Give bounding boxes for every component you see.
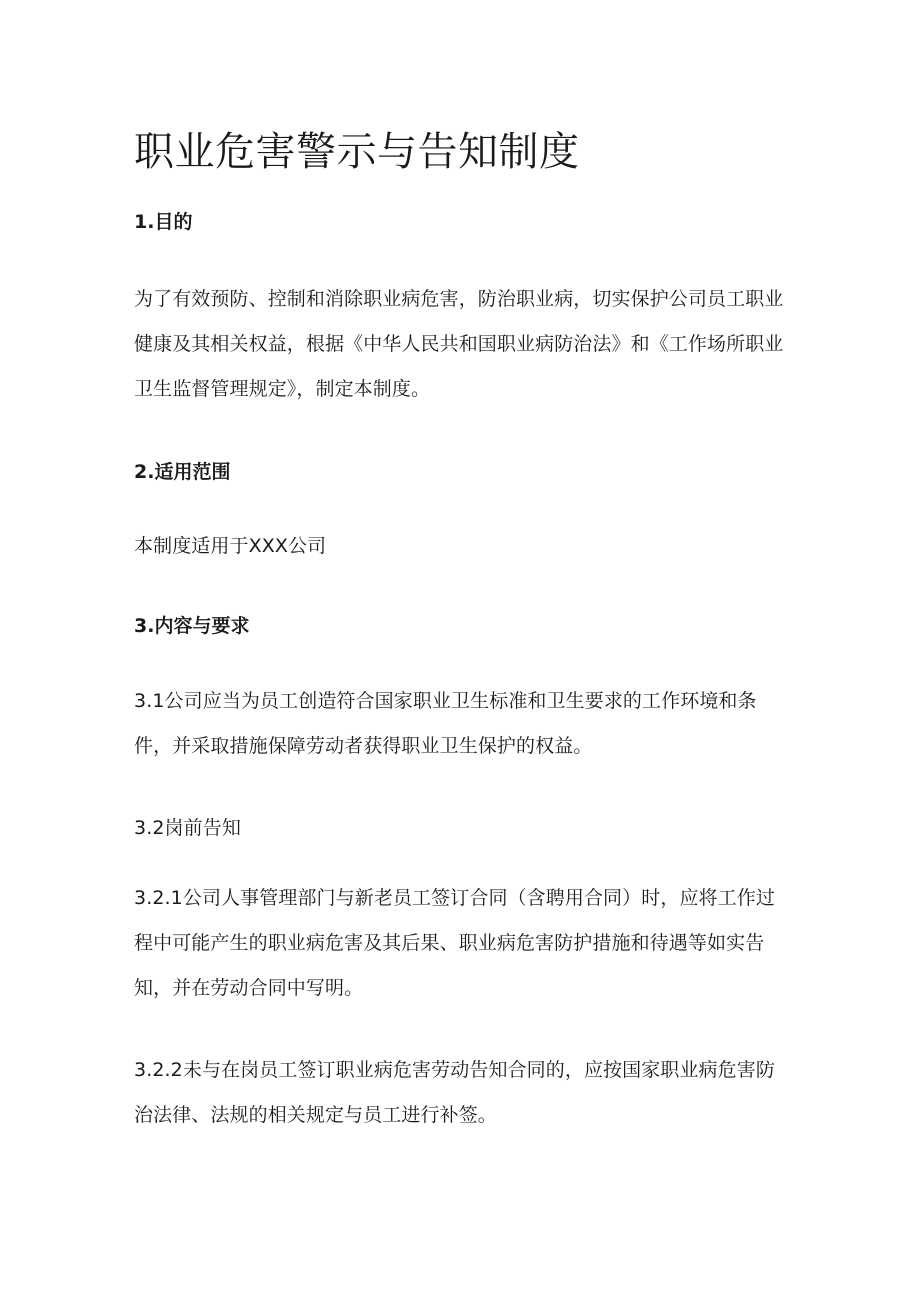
section-heading-scope: 2.适用范围 xyxy=(134,461,231,483)
paragraph-3-2: 3.2岗前告知 xyxy=(134,817,241,839)
paragraph-3-1: 3.1公司应当为员工创造符合国家职业卫生标准和卫生要求的工作环境和条件，并采取措施保障劳动者获得职业卫生保护的权益。 xyxy=(134,690,757,757)
paragraph-3-2-1: 3.2.1公司人事管理部门与新老员工签订合同（含聘用合同）时，应将工作过程中可能产生的职业病危害及其后果、职业病危害防护措施和待遇等如实告知，并在劳动合同中写明。 xyxy=(134,887,775,999)
paragraph-3-2-2: 3.2.2未与在岗员工签订职业病危害劳动告知合同的，应按国家职业病危害防治法律、法规的相关规定与员工进行补签。 xyxy=(134,1059,775,1126)
section-heading-purpose: 1.目的 xyxy=(134,211,193,233)
section-heading-content: 3.内容与要求 xyxy=(134,615,250,637)
paragraph-scope: 本制度适用于XXX公司 xyxy=(134,535,327,557)
document-title: 职业危害警示与告知制度 xyxy=(134,129,580,175)
paragraph-purpose: 为了有效预防、控制和消除职业病危害，防治职业病，切实保护公司员工职业健康及其相关权益，根据《中华人民共和国职业病防治法》和《工作场所职业卫生监督管理规定》，制定本制度。 xyxy=(134,288,784,400)
